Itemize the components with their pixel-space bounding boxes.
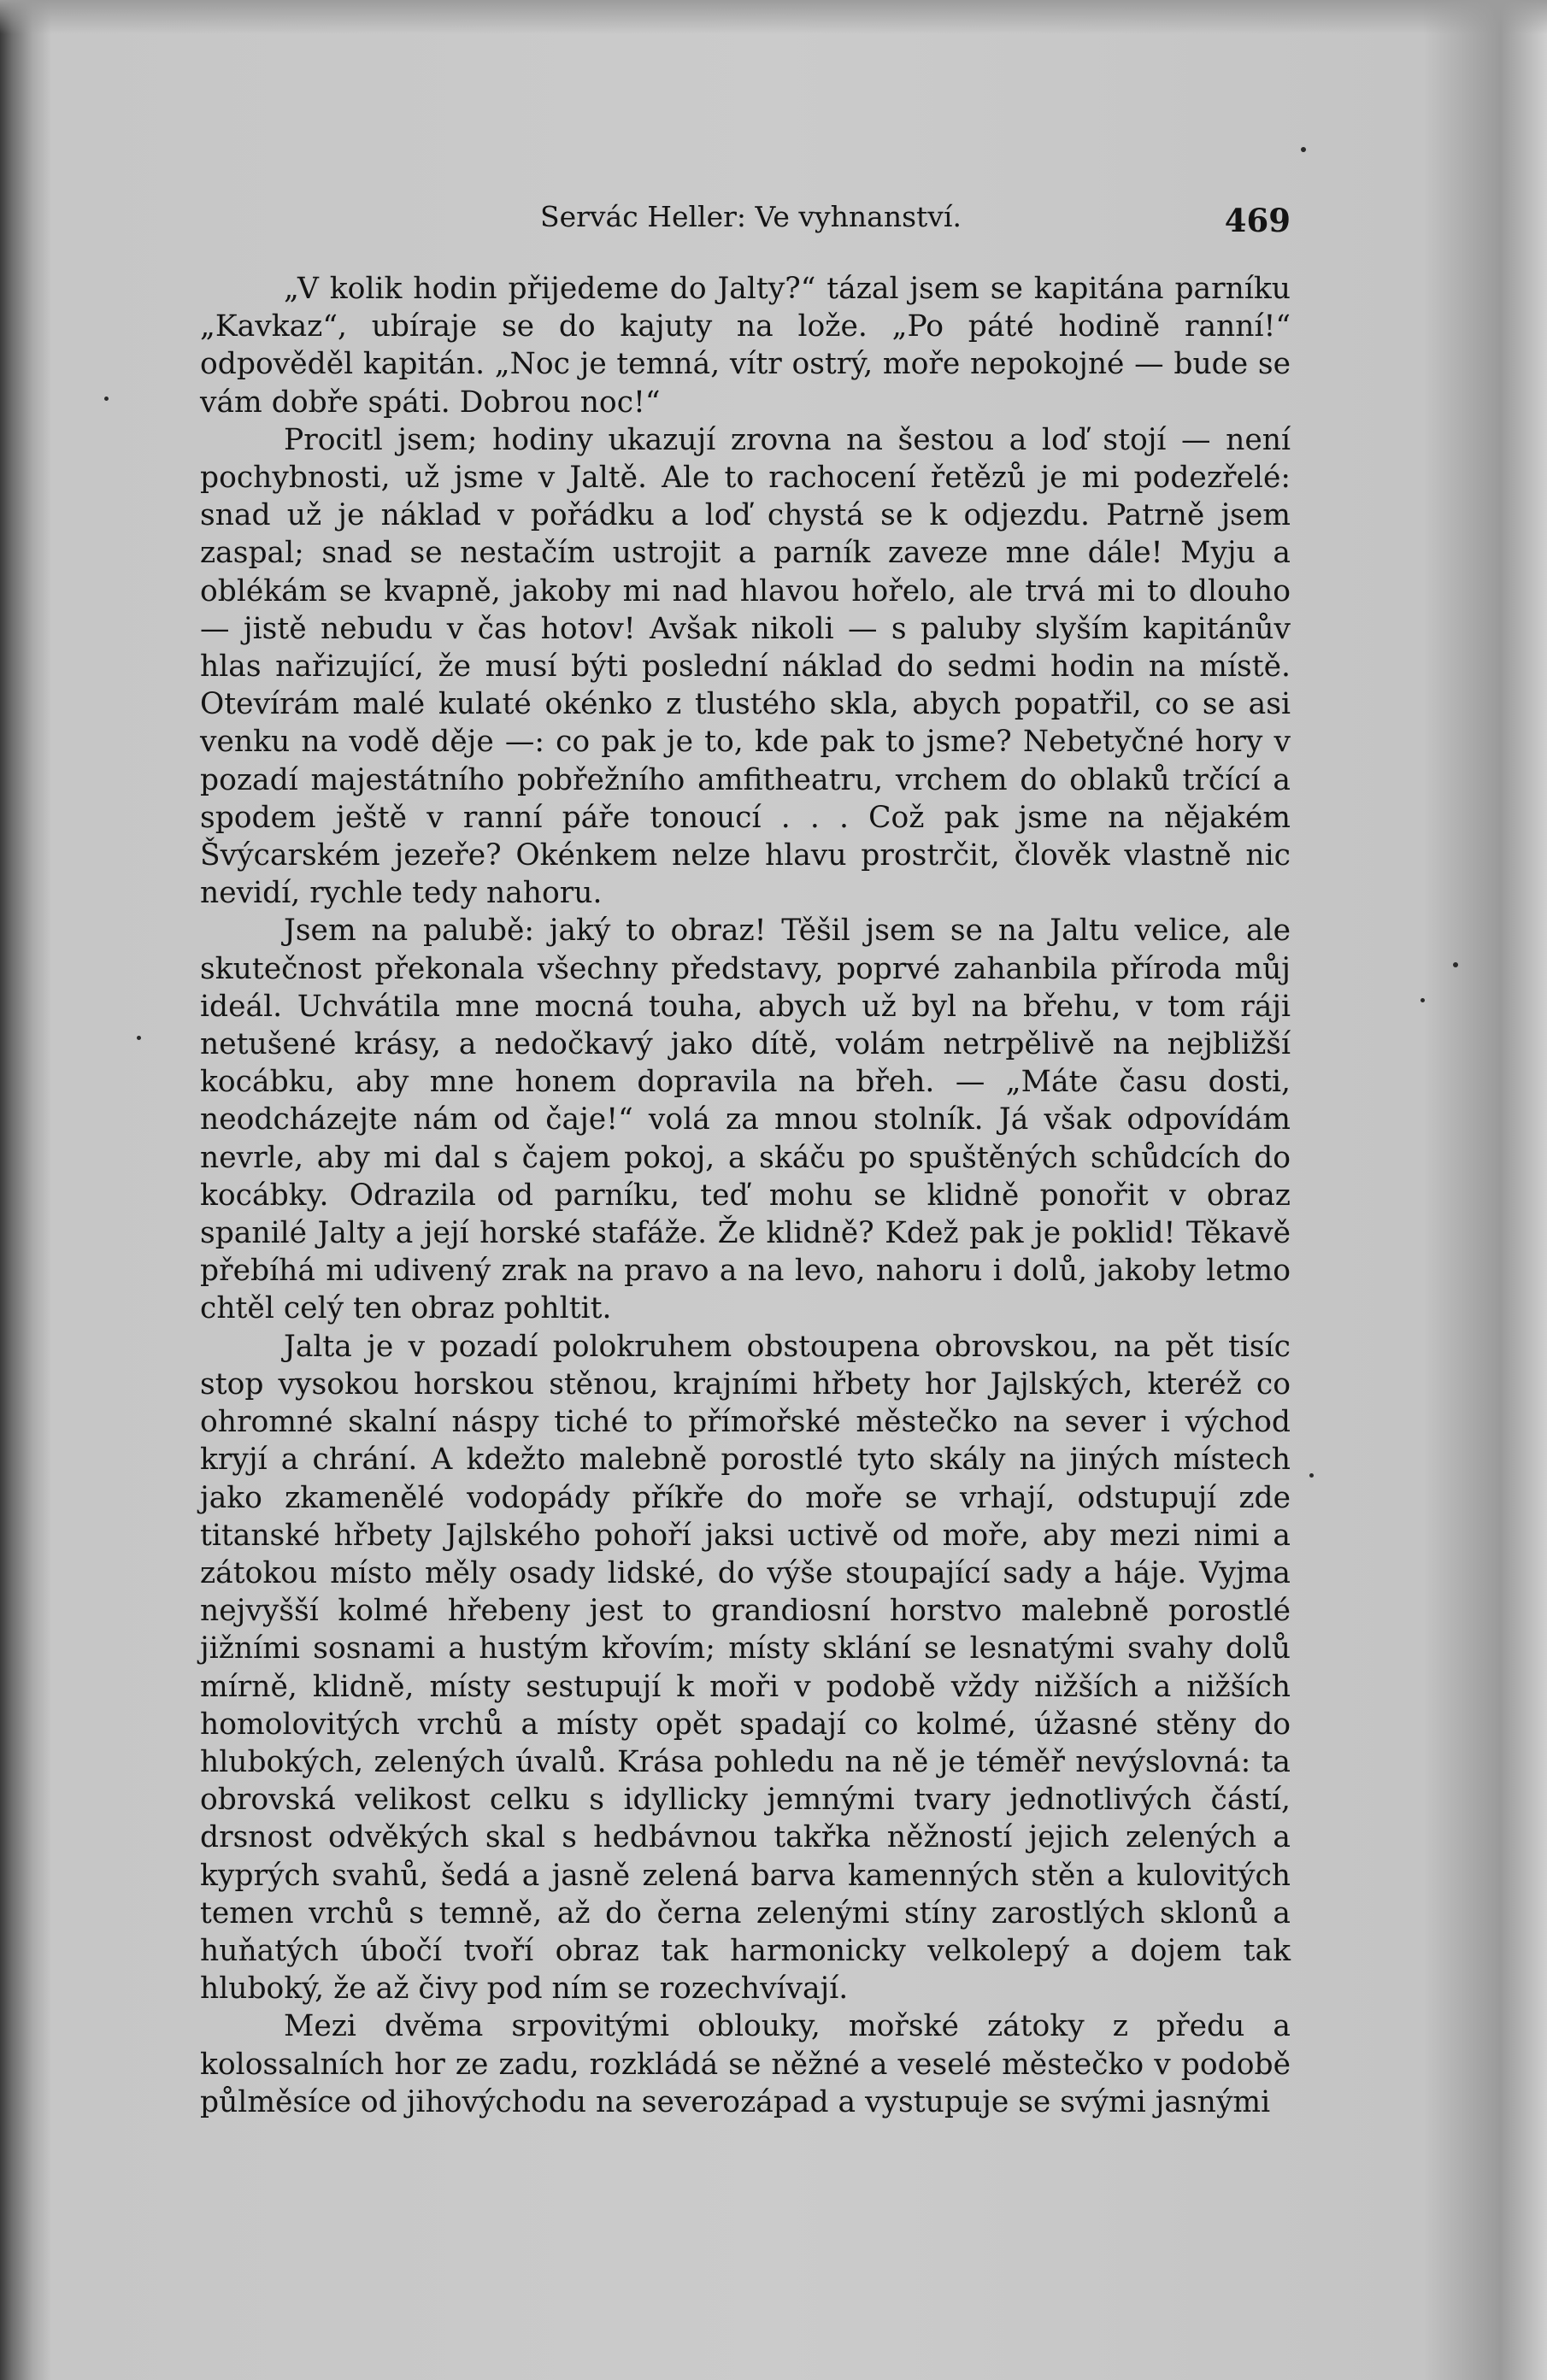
- paragraph: Mezi dvěma srpovitými oblouky, mořské zátoky z předu a kolossalních hor ze zadu, rozkládá se něžné a veselé městečko v podobě půlměsíce od jihovýchodu na severozápad a vystupuje se svými jasnými: [200, 2009, 1291, 2119]
- paragraph: „V kolik hodin přijedeme do Jalty?“ tázal jsem se kapitána parníku „Kavkaz“, ubíraje se do kajuty na lože. „Po páté hodině ranní!“ odpověděl kapitán. „Noc je temná, vítr ostrý, moře nepokojné — bude se vám dobře spáti. Dobrou noc!“: [200, 272, 1291, 420]
- body-text: [200, 270, 1291, 2121]
- scan-speck: [1421, 998, 1425, 1002]
- scan-speck: [137, 1036, 141, 1040]
- running-title: Servác Heller: Ve vyhnanství.: [540, 200, 962, 233]
- scan-speck: [1453, 962, 1458, 967]
- page-number: 469: [1224, 202, 1291, 239]
- paragraph: Jsem na palubě: jaký to obraz! Těšil jsem se na Jaltu velice, ale skutečnost překonala všechny představy, poprvé zahanbila příroda můj ideál. Uchvátila mne mocná touha, abych už byl na břehu, v tom ráji netušené krásy, a nedočkavý jako dítě, volám netrpělivě na nejbližší kocábku, aby mne honem dopravila na břeh. — „Máte času dosti, neodcházejte nám od čaje!“ volá za mnou stolník. Já však odpovídám nevrle, aby mi dal s čajem pokoj, a skáču po spuštěných schůdcích do kocábky. Odrazila od parníku, teď mohu se klidně ponořit v obraz spanilé Jalty a její horské stafáže. Že klidně? Kdež pak je poklid! Těkavě přebíhá mi udivený zrak na pravo a na levo, nahoru i dolů, jakoby letmo chtěl celý ten obraz pohltit.: [200, 914, 1291, 1326]
- scan-speck: [104, 397, 109, 401]
- scan-speck: [1301, 147, 1306, 152]
- book-page: [200, 195, 1291, 2121]
- paragraph: Jalta je v pozadí polokruhem obstoupena obrovskou, na pět tisíc stop vysokou horskou stěnou, krajními hřbety hor Jajlských, kteréž co ohromné skalní náspy tiché to přímořské městečko na sever i východ kryjí a chrání. A kdežto malebně porostlé tyto skály na jiných místech jako zkamenělé vodopády příkře do moře se vrhají, odstupují zde titanské hřbety Jajlského pohoří jaksi uctivě od moře, aby mezi nimi a zátokou místo měly osady lidské, do výše stoupající sady a háje. Vyjma nejvyšší kolmé hřebeny jest to grandiosní horstvo malebně porostlé jižními sosnami a hustým křovím; místy sklání se lesnatými svahy dolů mírně, klidně, místy sestupují k moři v podobě vždy nižších a nižších homolovitých vrchů a místy opět spadají co kolmé, úžasné stěny do hlubokých, zelených úvalů. Krása pohledu na ně je téměř nevýslovná: ta obrovská velikost celku s idyllicky jemnými tvary jednotlivých částí, drsnost odvěkých skal s hedbávnou takřka něžností jejich zelených a kyprých svahů, šedá a jasně zelená barva kamenných stěn a kulovitých temen vrchů s temně, až do černa zelenými stíny zarostlých sklonů a huňatých úbočí tvoří obraz tak harmonicky velkolepý a dojem tak hluboký, že až čivy pod ním se rozechvívají.: [200, 1329, 1291, 2007]
- running-head: [200, 195, 1291, 246]
- scan-top-shadow: [0, 0, 1547, 34]
- paragraph: Procitl jsem; hodiny ukazují zrovna na šestou a loď stojí — není pochybnosti, už jsme v Jaltě. Ale to rachocení řetězů je mi podezřelé: snad už je náklad v pořádku a loď chystá se k odjezdu. Patrně jsem zaspal; snad se nestačím ustrojit a parník zaveze mne dále! Myju a oblékám se kvapně, jakoby mi nad hlavou hořelo, ale trvá mi to dlouho — jistě nebudu v čas hotov! Avšak nikoli — s paluby slyším kapitánův hlas nařizující, že musí býti poslední náklad do sedmi hodin na místě. Otevírám malé kulaté okénko z tlustého skla, abych popatřil, co se asi venku na vodě děje —: co pak je to, kde pak to jsme? Nebetyčné hory v pozadí majestátního pobřežního amfitheatru, vrchem do oblaků trčící a spodem ještě v ranní páře tonoucí . . . Což pak jsme na nějakém Švýcarském jezeře? Okénkem nelze hlavu prostrčit, člověk vlastně nic nevidí, rychle tedy nahoru.: [200, 422, 1291, 911]
- scan-speck: [1309, 1473, 1314, 1478]
